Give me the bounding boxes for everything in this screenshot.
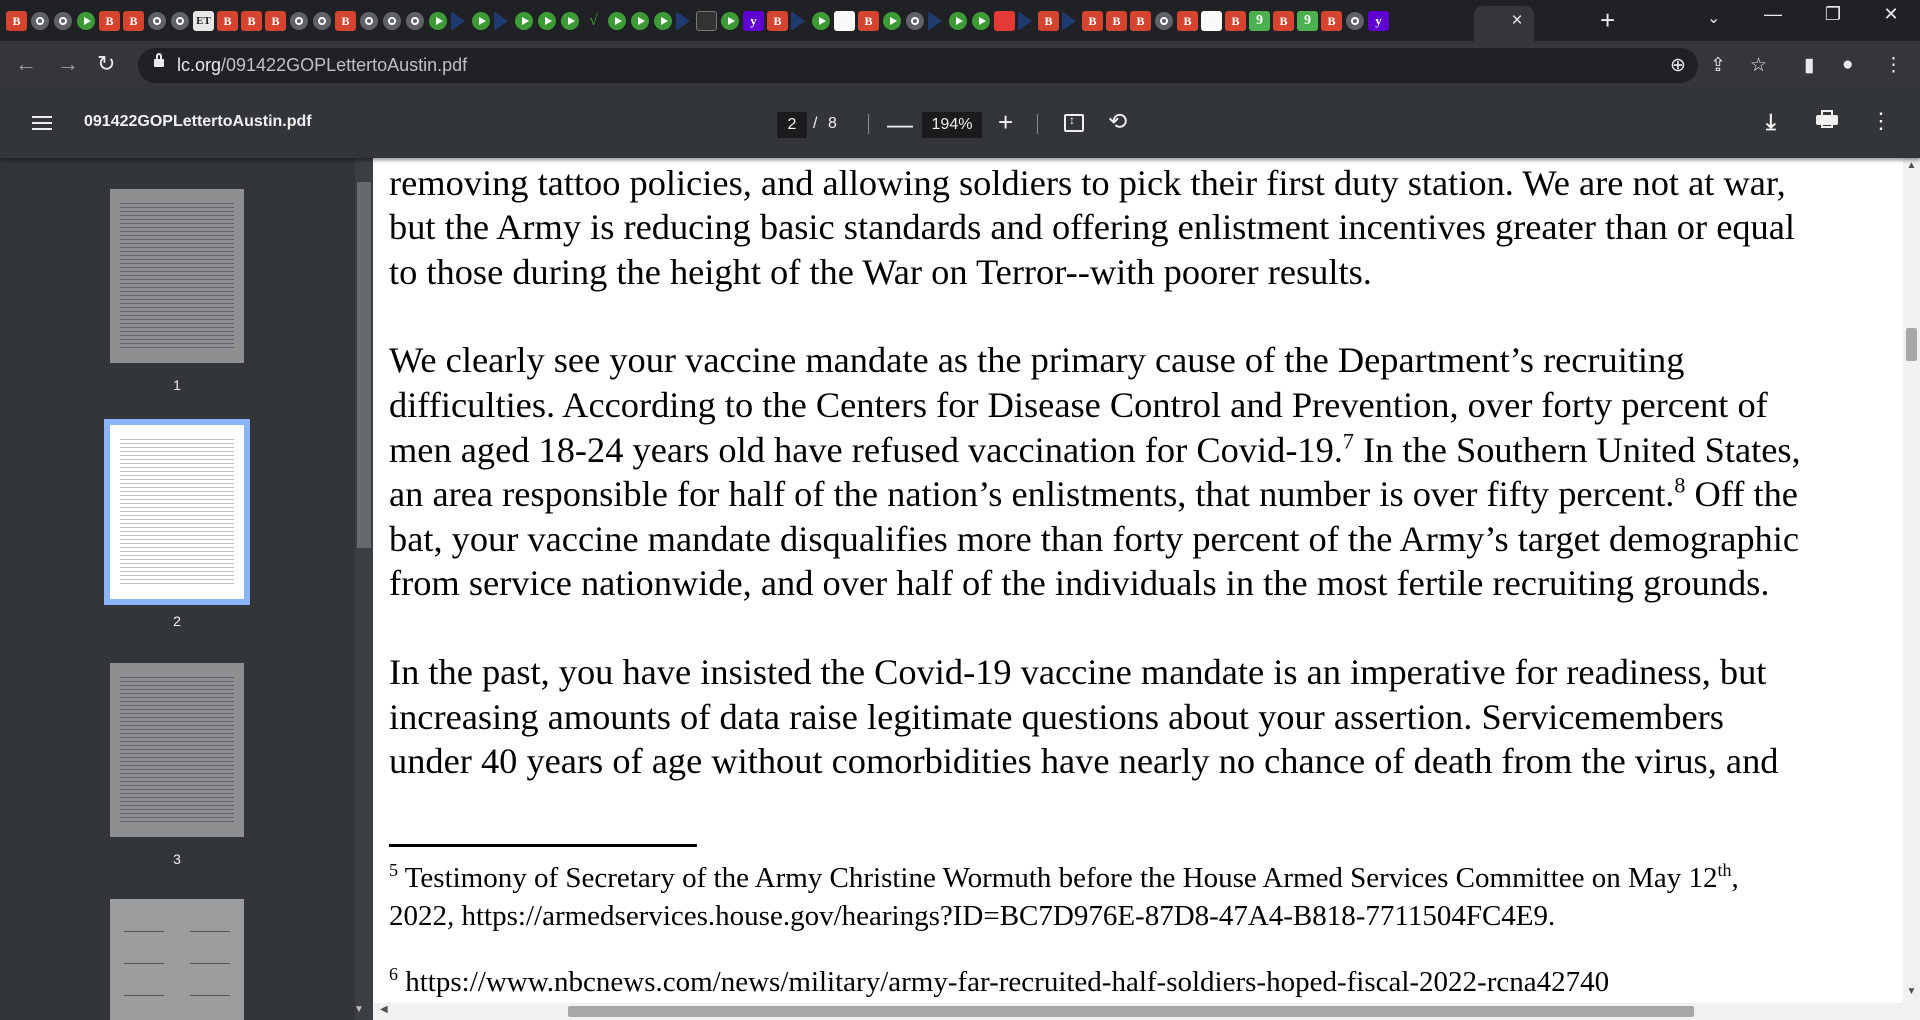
page-separator: / [813, 115, 818, 132]
text-line: from service nationwide, and over half of the individuals in the most fertile recruiting grounds. [389, 563, 1770, 604]
rotate-icon[interactable]: ⟲ [1108, 108, 1128, 134]
tab-favicon-icon[interactable] [883, 12, 901, 30]
text-line [389, 428, 1903, 473]
vertical-scrollbar-thumb[interactable] [1906, 328, 1917, 361]
back-button[interactable]: ← [15, 51, 37, 76]
tab-favicon-icon[interactable]: √ [589, 12, 598, 29]
page-thumbnail-1[interactable] [110, 189, 244, 363]
zoom-out-button[interactable]: — [887, 109, 913, 139]
page-total: 8 [828, 115, 837, 132]
paragraph [389, 338, 1903, 606]
text-line: difficulties. According to the Centers for Disease Control and Prevention, over forty percent of [389, 384, 1768, 425]
pdf-viewer[interactable] [373, 158, 1903, 1003]
text-line: to those during the height of the War on Terror--with poorer results. [389, 251, 1372, 292]
thumbnail-label: 3 [173, 851, 181, 867]
zoom-in-button[interactable]: + [998, 107, 1014, 137]
text-line: under 40 years of age without comorbidities have nearly no chance of death from the virus, and [389, 741, 1779, 782]
url-path: /091422GOPLettertoAustin.pdf [221, 55, 468, 75]
tab-favicon-icon[interactable] [1155, 12, 1173, 30]
download-icon[interactable]: ⤓ [1766, 109, 1776, 134]
divider [868, 114, 869, 134]
address-bar[interactable] [138, 48, 1768, 83]
page-number-input[interactable]: 2 [777, 112, 807, 138]
signature-mark [190, 919, 230, 932]
close-window-button[interactable]: ✕ [1883, 4, 1899, 24]
tab-favicon-icon[interactable]: B [1273, 11, 1294, 31]
pdf-filename: 091422GOPLettertoAustin.pdf [84, 113, 312, 130]
bookmark-star-icon[interactable]: ☆ [1750, 55, 1768, 76]
tab-favicon-icon[interactable] [1346, 12, 1364, 30]
footnote-number: 5 [389, 860, 398, 881]
scroll-up-arrow[interactable]: ▲ [1906, 160, 1917, 171]
restore-button[interactable]: ❐ [1824, 4, 1842, 24]
share-icon[interactable]: ⇪ [1710, 55, 1726, 76]
footnote-rule [389, 844, 697, 847]
tab-favicon-icon[interactable]: B [1106, 11, 1127, 31]
print-icon[interactable] [1816, 110, 1838, 128]
tab-favicon-icon[interactable] [313, 12, 331, 30]
tab-favicon-icon[interactable] [54, 12, 72, 30]
thumbnail-label: 1 [173, 377, 181, 393]
footnotes [389, 859, 1903, 1003]
signature-mark [190, 983, 230, 996]
tab-favicon-icon[interactable] [696, 11, 717, 31]
tab-favicon-icon[interactable]: 9 [1297, 11, 1318, 31]
tab-favicon-icon[interactable] [791, 11, 805, 31]
text-run: men aged 18-24 years old have refused vaccination for Covid-19. [389, 429, 1343, 470]
text-run: In the Southern United States, [1353, 429, 1801, 470]
footnote-line[interactable] [389, 963, 1903, 1001]
browser-menu-icon[interactable]: ⋮ [1884, 55, 1903, 76]
tab-favicon-icon[interactable]: B [1130, 11, 1151, 31]
tab-favicon-icon[interactable] [515, 12, 533, 30]
tab-favicon-icon[interactable] [472, 12, 490, 30]
zoom-icon[interactable]: ⊕ [1670, 55, 1686, 76]
close-tab-icon[interactable]: × [1511, 10, 1523, 31]
tab-favicon-icon[interactable]: B [1225, 11, 1246, 31]
footnote-ref[interactable]: 7 [1342, 427, 1354, 453]
tab-favicon-icon[interactable] [148, 12, 166, 30]
tab-favicon-icon[interactable] [290, 12, 308, 30]
new-tab-button[interactable]: + [1600, 5, 1616, 35]
tab-favicon-icon[interactable]: B [123, 11, 144, 31]
thumbnail-label: 2 [173, 613, 181, 629]
tab-favicon-icon[interactable] [360, 12, 378, 30]
scroll-down-arrow[interactable]: ▼ [1906, 986, 1917, 997]
tab-favicon-icon[interactable] [834, 11, 855, 31]
tab-favicon-icon[interactable] [721, 12, 739, 30]
signature-mark [124, 917, 164, 932]
tab-favicon-icon[interactable] [171, 12, 189, 30]
tab-favicon-icon[interactable] [1062, 11, 1076, 31]
pdf-page [373, 158, 1903, 1003]
footnote-line [389, 859, 1903, 897]
signature-mark [190, 951, 230, 964]
thumbnail-text [120, 677, 234, 823]
zoom-level-input[interactable]: 194% [922, 112, 982, 138]
reload-button[interactable]: ↻ [97, 51, 116, 76]
side-panel-icon[interactable]: ▮ [1804, 55, 1815, 76]
footnote-line[interactable]: 2022, https://armedservices.house.gov/hearings?ID=BC7D976E-87D8-47A4-B818-7711504FC4E9. [389, 900, 1556, 932]
footnote-text: https://www.nbcnews.com/news/military/army-far-recruited-half-soldiers-hoped-fiscal-2022-rcna42740 [398, 966, 1610, 998]
tab-favicon-icon[interactable]: B [767, 11, 788, 31]
tab-favicon-icon[interactable]: B [1082, 11, 1103, 31]
tab-favicon-icon[interactable]: y [1368, 11, 1389, 31]
signature-mark [124, 983, 164, 996]
tab-favicon-icon[interactable]: B [217, 11, 238, 31]
tab-favicon-icon[interactable] [538, 12, 556, 30]
browser-toolbar [0, 41, 1920, 90]
sidebar-scroll-down-arrow[interactable]: ▼ [354, 1004, 364, 1015]
tab-favicon-icon[interactable] [1018, 11, 1032, 31]
text-line: We clearly see your vaccine mandate as the primary cause of the Department’s recruiting [389, 340, 1685, 381]
paragraph [389, 650, 1903, 784]
tab-favicon-icon[interactable] [429, 12, 447, 30]
text-line: but the Army is reducing basic standards and offering enlistment incentives greater than or equal [389, 207, 1796, 248]
sidebar-scrollbar-thumb[interactable] [357, 182, 371, 548]
tab-favicon-icon[interactable]: B [1177, 11, 1198, 31]
text-line: increasing amounts of data raise legitimate questions about your assertion. Servicemembers [389, 696, 1724, 737]
url-text[interactable] [177, 55, 467, 76]
tab-favicon-icon[interactable] [451, 11, 465, 31]
text-line [389, 472, 1903, 517]
text-line: In the past, you have insisted the Covid-19 vaccine mandate is an imperative for readiness, but [389, 651, 1767, 692]
tab-favicon-icon[interactable]: B [99, 11, 120, 31]
fit-to-page-icon[interactable] [1064, 114, 1084, 132]
pdf-toolbar [0, 90, 1920, 158]
footnote [389, 859, 1903, 935]
tab-favicon-icon[interactable] [77, 12, 95, 30]
thumbnail-text [120, 203, 234, 349]
page-body-text [389, 158, 1903, 828]
tab-favicon-icon[interactable] [906, 12, 924, 30]
tab-favicon-icon[interactable]: y [743, 11, 764, 31]
tab-favicon-icon[interactable] [949, 12, 967, 30]
vertical-scrollbar[interactable] [1903, 158, 1920, 1003]
tab-favicon-icon[interactable]: B [858, 11, 879, 31]
tab-favicon-icon[interactable]: B [1038, 11, 1059, 31]
footnote-text: , [1731, 862, 1739, 894]
tab-favicon-icon[interactable]: B [335, 11, 356, 31]
tab-favicon-icon[interactable]: B [265, 11, 286, 31]
tab-favicon-icon[interactable] [383, 12, 401, 30]
forward-button[interactable]: → [57, 51, 79, 76]
minimize-button[interactable]: — [1764, 4, 1782, 24]
page-thumbnail-2[interactable] [110, 425, 244, 599]
tab-favicon-icon[interactable]: B [6, 11, 27, 31]
text-line: bat, your vaccine mandate disqualifies more than forty percent of the Army’s target demographic [389, 518, 1799, 559]
divider [1037, 114, 1038, 134]
tab-favicon-icon[interactable] [654, 12, 672, 30]
tab-favicon-icon[interactable]: 9 [1249, 11, 1270, 31]
page-thumbnail-4[interactable] [110, 899, 244, 1020]
text-run: Off the [1685, 474, 1798, 515]
tab-list [6, 8, 1392, 34]
lock-icon[interactable] [154, 59, 164, 67]
url-host: lc.org [177, 55, 222, 75]
tab-favicon-icon[interactable] [812, 12, 830, 30]
profile-icon[interactable]: ● [1842, 54, 1854, 75]
thumbnail-text [120, 439, 234, 585]
tab-search-icon[interactable]: ⌄ [1707, 10, 1721, 27]
tab-favicon-icon[interactable]: B [241, 11, 262, 31]
paragraph [389, 158, 1903, 294]
footnote-ref[interactable]: 8 [1674, 472, 1686, 498]
tab-favicon-icon[interactable] [406, 12, 424, 30]
tab-favicon-icon[interactable] [994, 11, 1015, 31]
tab-favicon-icon[interactable] [676, 11, 690, 31]
more-actions-icon[interactable]: ⋮ [1870, 108, 1892, 133]
tab-favicon-icon[interactable] [494, 11, 508, 31]
hamburger-menu-icon[interactable] [32, 114, 52, 132]
text-line: removing tattoo policies, and allowing soldiers to pick their first duty station. We are not at war, [389, 162, 1786, 203]
tab-favicon-icon[interactable]: B [1321, 11, 1342, 31]
tab-strip [0, 0, 1920, 41]
tab-favicon-icon[interactable] [631, 12, 649, 30]
tab-favicon-icon[interactable] [561, 12, 579, 30]
tab-favicon-icon[interactable] [31, 12, 49, 30]
text-run: an area responsible for half of the nation’s enlistments, that number is over fifty percent. [389, 474, 1675, 515]
tab-favicon-icon[interactable] [928, 11, 942, 31]
tab-favicon-icon[interactable]: ET [193, 11, 214, 31]
footnote-text: Testimony of Secretary of the Army Christine Wormuth before the House Armed Services Committee on May 12 [398, 862, 1718, 894]
footnote [389, 963, 1903, 1001]
footnote-number: 6 [389, 964, 398, 985]
page-thumbnail-3[interactable] [110, 663, 244, 837]
signature-mark [124, 951, 164, 964]
tab-favicon-icon[interactable] [1201, 11, 1222, 31]
scroll-left-arrow[interactable]: ◀ [380, 1004, 388, 1015]
thumbnail-sidebar [0, 158, 355, 1020]
horizontal-scrollbar-thumb[interactable] [568, 1006, 1694, 1017]
tab-favicon-icon[interactable] [608, 12, 626, 30]
tab-favicon-icon[interactable] [972, 12, 990, 30]
superscript: th [1717, 860, 1732, 881]
